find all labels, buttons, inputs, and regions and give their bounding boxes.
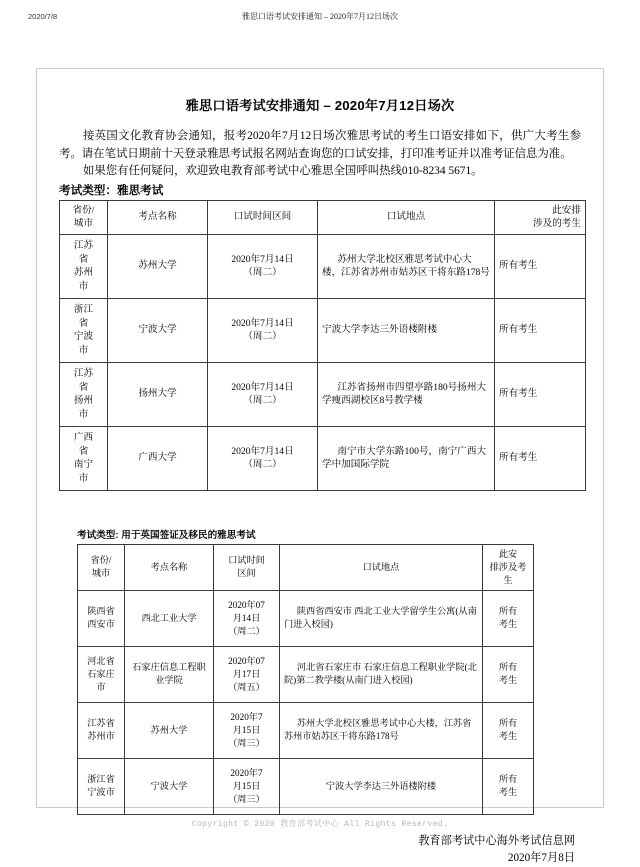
cell-time: 2020年7 月15日 （周三） xyxy=(214,758,280,814)
table-row xyxy=(60,362,586,426)
cell-candidates: 所有 考生 xyxy=(483,590,534,646)
print-header-title: 雅思口语考试安排通知 – 2020年7月12日场次 xyxy=(242,11,398,21)
cell-province: 广西 省 南宁 市 xyxy=(60,426,108,490)
cell-province: 河北省 石家庄 市 xyxy=(78,646,125,702)
table-row xyxy=(78,646,534,702)
cell-venue: 江苏省扬州市四望亭路180号扬州大学瘦西湖校区8号教学楼 xyxy=(318,362,495,426)
cell-time: 2020年07 月17日 （周五） xyxy=(214,646,280,702)
table-row xyxy=(60,234,586,298)
cell-candidates: 所有考生 xyxy=(495,234,586,298)
cell-venue: 宁波大学李达三外语楼附楼 xyxy=(280,758,483,814)
signature-date: 2020年7月8日 xyxy=(507,851,575,864)
table-header-row xyxy=(60,200,586,234)
table-row xyxy=(78,758,534,814)
cell-candidates: 所有 考生 xyxy=(483,646,534,702)
table1-caption: 考试类型：雅思考试 xyxy=(59,183,164,197)
table2-caption: 考试类型: 用于英国签证及移民的雅思考试 xyxy=(77,529,256,541)
cell-venue: 苏州大学北校区雅思考试中心大楼，江苏省苏州市姑苏区干将东路178号 xyxy=(318,234,495,298)
cell-venue: 陕西省西安市 西北工业大学留学生公寓(从南门进入校园) xyxy=(280,590,483,646)
cell-time: 2020年07 月14日 （周二） xyxy=(214,590,280,646)
cell-site: 石家庄信息工程职业学院 xyxy=(125,646,214,702)
column-header-venue: 口试地点 xyxy=(318,200,495,234)
intro-paragraph-2: 如果您有任何疑问，欢迎致电教育部考试中心雅思全国呼叫热线010-8234 5671。 xyxy=(82,165,483,177)
cell-province: 陕西省 西安市 xyxy=(78,590,125,646)
cell-time: 2020年7月14日 （周二） xyxy=(208,234,318,298)
print-header xyxy=(0,8,640,24)
cell-candidates: 所有 考生 xyxy=(483,702,534,758)
signature-block xyxy=(77,833,581,867)
cell-venue: 南宁市大学东路100号，南宁广西大学中加国际学院 xyxy=(318,426,495,490)
cell-candidates: 所有考生 xyxy=(495,362,586,426)
cell-site: 广西大学 xyxy=(108,426,208,490)
cell-province: 江苏 省 扬州 市 xyxy=(60,362,108,426)
cell-site: 宁波大学 xyxy=(125,758,214,814)
cell-time: 2020年7 月15日 （周三） xyxy=(214,702,280,758)
ukvi-schedule-table xyxy=(77,544,534,815)
cell-province: 浙江 省 宁波 市 xyxy=(60,298,108,362)
page-title: 雅思口语考试安排通知 – 2020年7月12日场次 xyxy=(185,98,455,113)
column-header-candidates: 此安 排涉及考生 xyxy=(483,544,534,590)
column-header-province: 省份/ 城市 xyxy=(78,544,125,590)
column-header-site: 考点名称 xyxy=(125,544,214,590)
table-row xyxy=(78,702,534,758)
table-row xyxy=(78,590,534,646)
column-header-candidates: 此安排 涉及的考生 xyxy=(495,200,586,234)
cell-province: 浙江省 宁波市 xyxy=(78,758,125,814)
cell-venue: 宁波大学李达三外语楼附楼 xyxy=(318,298,495,362)
cell-site: 西北工业大学 xyxy=(125,590,214,646)
column-header-time: 口试时间区间 xyxy=(208,200,318,234)
cell-candidates: 所有 考生 xyxy=(483,758,534,814)
column-header-province: 省份/ 城市 xyxy=(60,200,108,234)
table-header-row xyxy=(78,544,534,590)
cell-province: 江苏 省 苏州 市 xyxy=(60,234,108,298)
cell-site: 扬州大学 xyxy=(108,362,208,426)
print-header-date: 2020/7/8 xyxy=(28,11,58,21)
intro-paragraph-1: 接英国文化教育协会通知，报考2020年7月12日场次雅思考试的考生口语安排如下，供广大考生参考。请在笔试日期前十天登录雅思考试报名网站查询您的口试安排，打印准考证并以准考证信息为准。 xyxy=(59,130,581,160)
cell-venue: 苏州大学北校区雅思考试中心大楼，江苏省苏州市姑苏区干将东路178号 xyxy=(280,702,483,758)
ukvi-section xyxy=(59,527,581,867)
cell-province: 江苏省 苏州市 xyxy=(78,702,125,758)
cell-site: 苏州大学 xyxy=(125,702,214,758)
cell-venue: 河北省石家庄市 石家庄信息工程职业学院(北院)第二教学楼(从南门进入校园) xyxy=(280,646,483,702)
cell-site: 苏州大学 xyxy=(108,234,208,298)
copyright-notice: Copyright © 2020 教育部考试中心 All Rights Reserved. xyxy=(191,820,449,829)
cell-site: 宁波大学 xyxy=(108,298,208,362)
table-row xyxy=(60,298,586,362)
cell-candidates: 所有考生 xyxy=(495,298,586,362)
column-header-time: 口试时间 区间 xyxy=(214,544,280,590)
column-header-venue: 口试地点 xyxy=(280,544,483,590)
column-header-site: 考点名称 xyxy=(108,200,208,234)
signature-org: 教育部考试中心海外考试信息网 xyxy=(418,834,575,847)
cell-candidates: 所有考生 xyxy=(495,426,586,490)
table-row xyxy=(60,426,586,490)
cell-time: 2020年7月14日 （周二） xyxy=(208,426,318,490)
ielts-schedule-table xyxy=(59,200,586,491)
cell-time: 2020年7月14日 （周二） xyxy=(208,362,318,426)
cell-time: 2020年7月14日 （周二） xyxy=(208,298,318,362)
